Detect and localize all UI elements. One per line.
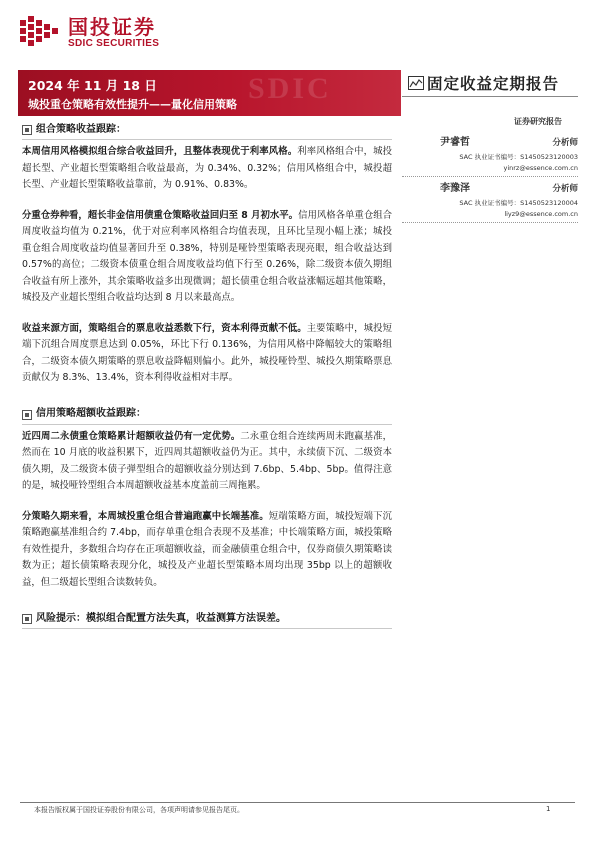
paragraph-text: 短端策略方面，城投短端下沉策略跑赢基准组合约 7.4bp，而存单重仓组合表现不及基准；中长端策略方面，城投策略有效性提升，多数组合均存在正项超额收益，而金融债重仓组合中，仅券商债久期策略读数为正；超长债策略表现分化，城投及产业超长型策略本周均出现 35bp 以上的超额收益，但二级超长型组合读数转负。: [22, 510, 392, 588]
page-number: 1: [546, 805, 551, 813]
banner-watermark: SDIC: [248, 72, 332, 105]
analyst-email[interactable]: yinrz@essence.com.cn: [402, 164, 578, 177]
logo-chinese-name: 国投证券: [68, 15, 156, 39]
report-subtitle: 证券研究报告: [514, 117, 562, 126]
analyst-email[interactable]: liyz9@essence.com.cn: [402, 210, 578, 223]
analyst-role: 分析师: [552, 184, 578, 194]
footer-divider: [20, 802, 575, 803]
paragraph: [22, 321, 392, 387]
analyst-card: [402, 179, 578, 223]
report-type: [408, 72, 559, 94]
risk-warning: 风险提示：模拟组合配置方法失真，收益测算方法误差。: [36, 612, 286, 624]
logo-english-name: SDIC SECURITIES: [68, 38, 160, 49]
paragraph-lead: 本周信用风格模拟组合综合收益回升，且整体表现优于利率风格。: [22, 146, 298, 157]
paragraph: [22, 429, 392, 495]
sdic-logo-icon: [18, 14, 62, 52]
analyst-card: [402, 133, 578, 177]
analyst-name: 李豫泽: [440, 183, 470, 194]
section-title: 信用策略超额收益跟踪：: [36, 408, 146, 420]
analyst-role: 分析师: [552, 138, 578, 148]
divider: [402, 96, 578, 97]
bullet-square-icon: [22, 410, 32, 420]
paragraph-lead: 收益来源方面，策略组合的票息收益悉数下行，资本利得贡献不低。: [22, 322, 307, 334]
paragraph-text: 信用风格各单重仓组合周度收益均值为 0.21%，优于对应利率风格组合均值表现，且环比呈现小幅上涨；城投重仓组合周度收益均值显著回升至 0.38%，特别是哑铃型策略表现亮眼，组合收益达到 0.57%的高位；二级资本债重仓组合周度收益均值下行至 0.26%，除二级资本债久期组合收益有所上涨外，其余策略收益多出现微调；超长债重仓组合收益涨幅远超其他策略，城投及产业超长型组合收益均达到 8 月以来最高点。: [22, 209, 392, 303]
report-banner: [18, 70, 401, 116]
bullet-square-icon: [22, 125, 32, 135]
report-title: 城投重仓策略有效性提升——量化信用策略: [28, 98, 237, 111]
bullet-square-icon: [22, 614, 32, 624]
paragraph: [22, 144, 392, 194]
chart-icon: [408, 76, 424, 90]
paragraph-text: 二永重仓组合连续两周未跑赢基准，然而在 10 月底的收益积累下，近四周其超额收益仍为正。其中，永续债下沉、二级资本债久期，及二级资本债子弹型组合的超额收益分别达到 7.6bp、5.4bp、5bp。值得注意的是，城投哑铃型组合本周超额收益基本度盖前三周拖累。: [22, 430, 392, 491]
report-type-label: 固定收益定期报告: [427, 75, 560, 93]
paragraph-lead: 分策略久期来看，本周城投重仓组合普遍跑赢中长端基准。: [22, 510, 269, 522]
report-body: [22, 122, 392, 629]
paragraph-lead: 近四周二永债重仓策略累计超额收益仍有一定优势。: [22, 430, 241, 442]
paragraph-lead: 分重仓券种看，超长非金信用债重仓策略收益回归至 8 月初水平。: [22, 209, 299, 221]
paragraph-text: 主要策略中，城投短端下沉组合周度票息达到 0.05%，环比下行 0.136%，为信用风格中降幅较大的策略组合，二级资本债久期策略的票息收益降幅则偏小。此外，城投哑铃型、城投久期策略票息贡献仅为 8.3%、13.4%，资本利得收益相对丰厚。: [22, 322, 392, 383]
paragraph: [22, 509, 392, 592]
company-logo: [18, 14, 159, 52]
section-heading: [22, 122, 392, 140]
paragraph: [22, 208, 392, 307]
footer-disclaimer: 本报告版权属于国投证券股份有限公司，各项声明请参见报告尾页。: [34, 806, 244, 814]
section-heading: [22, 611, 392, 629]
analyst-cert: SAC 执业证书编号：S1450523120004: [459, 199, 578, 207]
section-title: 组合策略收益跟踪：: [36, 123, 126, 135]
analyst-cert: SAC 执业证书编号：S1450523120003: [459, 153, 578, 161]
analyst-name: 尹睿哲: [440, 137, 470, 148]
section-heading: [22, 407, 392, 425]
paragraph-text: 利率风格组合中，城投超长型、产业超长型策略组合收益最高，为 0.34%、0.32%；信用风格组合中，城投超长型、产业超长型策略收益靠前，为 0.91%、0.83%。: [22, 146, 392, 190]
report-date: 2024 年 11 月 18 日: [28, 78, 157, 93]
